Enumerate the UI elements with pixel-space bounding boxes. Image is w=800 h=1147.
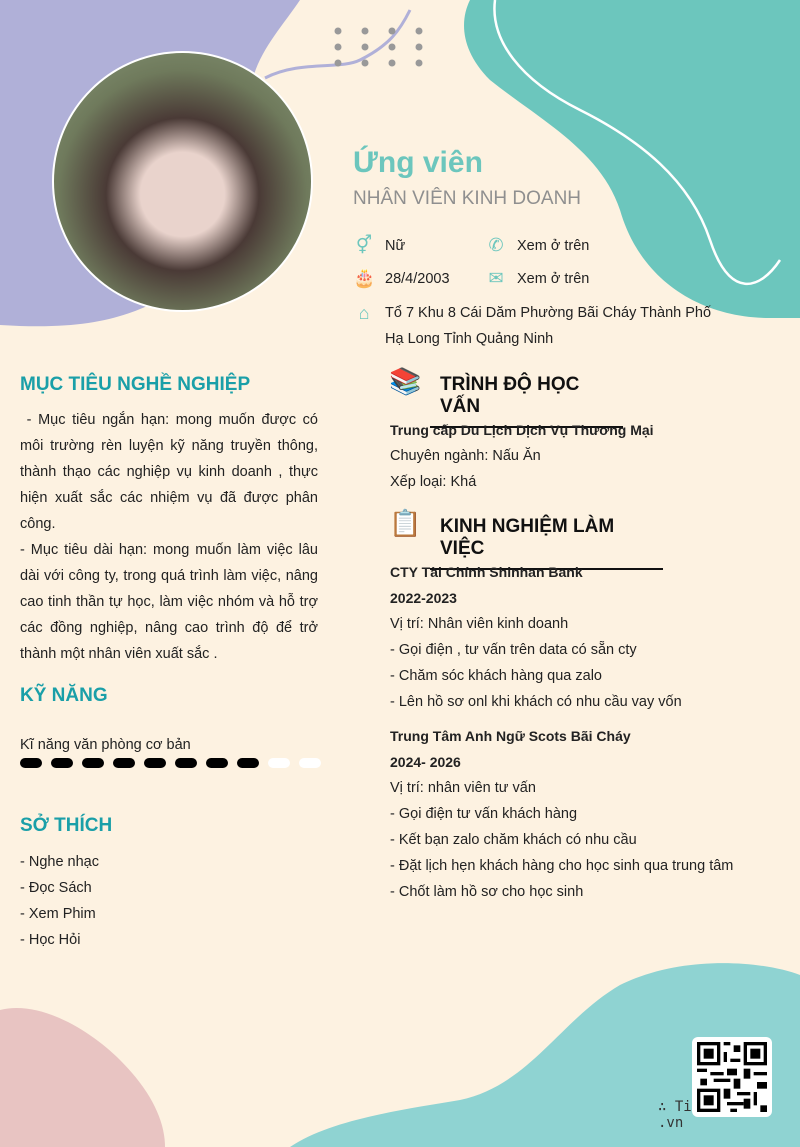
gender-value: Nữ bbox=[385, 237, 406, 254]
experience-clipboard-icon: 📋 bbox=[389, 508, 422, 538]
job-line: - Gọi điện tư vấn khách hàng bbox=[390, 806, 578, 822]
hobbies-heading: SỞ THÍCH bbox=[20, 815, 113, 836]
job-company: Trung Tâm Anh Ngữ Scots Bãi Cháy bbox=[390, 728, 631, 744]
school-name: Trung cấp Du Lịch Dịch Vụ Thương Mại bbox=[390, 422, 654, 438]
phone-row bbox=[485, 235, 589, 256]
qr-code[interactable] bbox=[692, 1037, 772, 1117]
skill-dot-filled bbox=[144, 758, 166, 768]
gender-row bbox=[353, 235, 405, 256]
hobby-item: - Xem Phim bbox=[20, 906, 96, 922]
skill-dot-filled bbox=[20, 758, 42, 768]
education-major: Chuyên ngành: Nấu Ăn bbox=[390, 448, 541, 464]
job-company: CTY Tài Chính Shinhan Bank bbox=[390, 564, 583, 580]
job-period: 2024- 2026 bbox=[390, 754, 461, 770]
skill-dot-filled bbox=[82, 758, 104, 768]
address-line-1: Tổ 7 Khu 8 Cái Dăm Phường Bãi Cháy Thành Phố bbox=[385, 305, 712, 321]
job-line: Vị trí: Nhân viên kinh doanh bbox=[390, 616, 569, 632]
job-line: Vị trí: nhân viên tư vấn bbox=[390, 780, 536, 796]
experience-section bbox=[390, 559, 790, 905]
experience-heading: KINH NGHIỆM LÀM VIỆC bbox=[430, 516, 663, 570]
candidate-name: Ứng viên bbox=[353, 146, 483, 179]
skill-rating bbox=[20, 758, 321, 768]
dot-grid bbox=[335, 28, 423, 67]
education-books-icon: 📚 bbox=[389, 366, 422, 396]
job-entry bbox=[390, 559, 790, 715]
skill-dot-filled bbox=[237, 758, 259, 768]
skill-dot-filled bbox=[51, 758, 73, 768]
job-line: - Gọi điện , tư vấn trên data có sẵn cty bbox=[390, 642, 637, 658]
hobby-item: - Đọc Sách bbox=[20, 880, 92, 896]
pink-blob bbox=[0, 1008, 165, 1147]
profile-photo bbox=[52, 51, 313, 312]
objective-text bbox=[20, 407, 323, 667]
hobby-item: - Học Hỏi bbox=[20, 932, 81, 948]
short-term-objective: - Mục tiêu ngắn hạn: mong muốn được có môi trường rèn luyện kỹ năng truyền thông, thành thạo các nghiệp vụ kinh doanh , thực hiện xuất sắc các nhiệm vụ đã được phân công. bbox=[20, 412, 323, 532]
job-line: - Đặt lịch hẹn khách hàng cho học sinh qua trung tâm bbox=[390, 858, 734, 874]
email-value: Xem ở trên bbox=[517, 270, 590, 287]
email-row bbox=[485, 268, 589, 289]
qr-code-image bbox=[697, 1042, 767, 1112]
whatsapp-icon: ✆ bbox=[488, 235, 504, 255]
long-term-objective: - Mục tiêu dài hạn: mong muốn làm việc lâu dài với công ty, trong quá trình làm việc, nâng cao tinh thần tự học, làm việc nhóm và hỗ trợ các đồng nghiệp, nâng cao trình độ để trở thành một nhân viên xuất sắc . bbox=[20, 542, 318, 662]
education-grade: Xếp loại: Khá bbox=[390, 474, 477, 490]
skill-dot-empty bbox=[299, 758, 321, 768]
skills-heading: KỸ NĂNG bbox=[20, 685, 108, 706]
address-row bbox=[353, 300, 711, 352]
education-heading: TRÌNH ĐỘ HỌC VẤN bbox=[430, 374, 623, 428]
job-line: - Chốt làm hồ sơ cho học sinh bbox=[390, 884, 584, 900]
birthday-row bbox=[353, 268, 450, 289]
phone-value: Xem ở trên bbox=[517, 237, 590, 254]
skill-dot-filled bbox=[206, 758, 228, 768]
job-line: - Kết bạn zalo chăm khách có nhu cầu bbox=[390, 832, 637, 848]
skill-dot-filled bbox=[113, 758, 135, 768]
birthday-value: 28/4/2003 bbox=[385, 270, 450, 287]
watermark-right: .vn bbox=[658, 1115, 684, 1131]
envelope-icon: ✉ bbox=[488, 268, 504, 288]
job-title: NHÂN VIÊN KINH DOANH bbox=[353, 188, 582, 209]
address-line-2: Hạ Long Tỉnh Quảng Ninh bbox=[385, 331, 554, 347]
gender-icon: ⚥ bbox=[355, 235, 373, 255]
hobbies-list bbox=[20, 849, 99, 953]
job-line: - Lên hồ sơ onl khi khách có nhu cầu vay vốn bbox=[390, 694, 682, 710]
skill-dot-filled bbox=[175, 758, 197, 768]
birthday-cake-icon: 🎂 bbox=[353, 268, 376, 288]
objective-heading: MỤC TIÊU NGHỀ NGHIỆP bbox=[20, 374, 251, 395]
job-line: - Chăm sóc khách hàng qua zalo bbox=[390, 668, 602, 684]
home-icon: ⌂ bbox=[358, 303, 370, 323]
hobby-item: - Nghe nhạc bbox=[20, 854, 99, 870]
skill-dot-empty bbox=[268, 758, 290, 768]
skill-name: Kĩ năng văn phòng cơ bản bbox=[20, 737, 191, 753]
job-period: 2022-2023 bbox=[390, 590, 457, 606]
job-entry bbox=[390, 723, 790, 905]
watermark-left: ∴ Ti bbox=[658, 1099, 692, 1115]
education-section bbox=[390, 417, 654, 495]
